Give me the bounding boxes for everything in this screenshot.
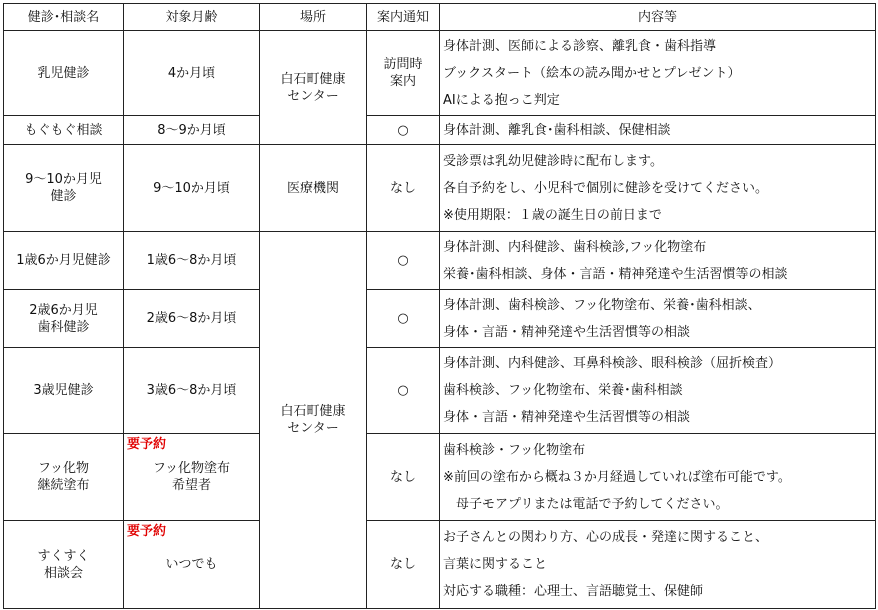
place-line: センター — [287, 421, 339, 436]
notice-line: ○ — [397, 122, 409, 138]
row-age — [124, 31, 260, 116]
notice-line: なし — [389, 557, 416, 572]
row-content — [440, 348, 876, 434]
age-line: 3歳6〜8か月頃 — [146, 383, 237, 398]
content-line: 言葉に関すること — [443, 557, 548, 572]
name-line: 9〜10か月児 — [25, 172, 102, 187]
row-content — [440, 521, 876, 609]
row-content — [440, 145, 876, 232]
name-line: 歯科健診 — [37, 319, 90, 335]
table-row — [4, 521, 876, 609]
name-line: すくすく — [37, 548, 90, 564]
notice-line: なし — [389, 469, 416, 485]
table-row — [4, 145, 876, 232]
row-place — [260, 232, 367, 609]
notice-line: なし — [389, 180, 416, 196]
age-line: フッ化物塗布 — [152, 461, 231, 476]
row-age — [124, 232, 260, 290]
row-place — [260, 31, 367, 145]
content-line: 身体計測、離乳食･歯科相談、保健相談 — [443, 122, 671, 138]
row-name — [4, 31, 124, 116]
table-row — [4, 434, 876, 521]
name-line: 1歳6か月児健診 — [16, 253, 111, 268]
row-notice — [367, 290, 440, 348]
reservation-required-badge: 要予約 — [127, 524, 167, 539]
place-line: 白石町健康 — [280, 71, 346, 87]
age-line: 8〜9か月頃 — [157, 122, 226, 138]
row-age — [124, 145, 260, 232]
content-line: 栄養･歯科相談、身体・言語・精神発達や生活習慣等の相談 — [443, 266, 788, 282]
content-line: 受診票は乳幼児健診時に配布します。 — [443, 153, 663, 169]
content-line: 身体・言語・精神発達や生活習慣等の相談 — [443, 324, 691, 340]
notice-line: 案内 — [389, 74, 416, 89]
notice-line: ○ — [397, 253, 409, 268]
content-line: 身体計測、歯科検診、フッ化物塗布、栄養･歯科相談、 — [443, 297, 761, 313]
row-content — [440, 31, 876, 116]
content-line: 身体計測、内科健診、耳鼻科検診、眼科検診（屈折検査） — [443, 356, 782, 371]
row-age — [124, 521, 260, 609]
notice-line: ○ — [397, 383, 409, 398]
content-line: ※前回の塗布から概ね３か月経過していれば塗布可能です。 — [443, 469, 791, 485]
age-line: 9〜10か月頃 — [153, 180, 230, 196]
row-name — [4, 348, 124, 434]
content-line: お子さんとの関わり方、心の成長・発達に関すること、 — [443, 530, 769, 545]
row-name — [4, 290, 124, 348]
content-line: 母子モアプリまたは電話で予約してください。 — [443, 496, 729, 512]
row-age — [124, 116, 260, 145]
row-notice — [367, 348, 440, 434]
reservation-required-badge: 要予約 — [127, 437, 167, 452]
row-notice — [367, 434, 440, 521]
name-line: 継続塗布 — [37, 478, 90, 493]
content-line: ※使用期限：１歳の誕生日の前日まで — [443, 207, 662, 223]
row-name — [4, 434, 124, 521]
row-notice — [367, 521, 440, 609]
content-line: 歯科検診・フッ化物塗布 — [443, 442, 586, 458]
place-line: 白石町健康 — [280, 404, 346, 419]
place-line: 医療機関 — [286, 180, 339, 196]
row-age — [124, 290, 260, 348]
row-notice — [367, 232, 440, 290]
place-line: センター — [287, 88, 339, 104]
name-line: 乳児健診 — [37, 65, 90, 81]
header-notice: 案内通知 — [367, 4, 440, 31]
row-age — [124, 348, 260, 434]
content-line: 身体計測、医師による診察、離乳食・歯科指導 — [443, 38, 717, 54]
row-notice — [367, 145, 440, 232]
row-content — [440, 290, 876, 348]
age-line: いつでも — [165, 557, 218, 572]
table-row — [4, 31, 876, 116]
row-name — [4, 232, 124, 290]
table-row — [4, 290, 876, 348]
notice-line: 訪問時 — [383, 57, 423, 72]
row-content — [440, 434, 876, 521]
row-name — [4, 521, 124, 609]
name-line: 2歳6か月児 — [29, 302, 98, 318]
row-notice — [367, 31, 440, 116]
name-line: もぐもぐ相談 — [24, 122, 103, 138]
name-line: 健診 — [50, 189, 77, 204]
age-line: 4か月頃 — [167, 65, 216, 81]
table-row — [4, 232, 876, 290]
age-line: 希望者 — [171, 478, 211, 493]
name-line: 3歳児健診 — [33, 383, 94, 398]
age-line: 2歳6〜8か月頃 — [146, 311, 237, 326]
content-line: AIによる抱っこ判定 — [443, 92, 560, 108]
table-row — [4, 348, 876, 434]
header-content: 内容等 — [440, 4, 876, 31]
content-line: 対応する職種：心理士、言語聴覚士、保健師 — [443, 584, 704, 599]
content-line: ブックスタート（絵本の読み聞かせとプレゼント） — [443, 65, 741, 81]
header-age: 対象月齢 — [124, 4, 260, 31]
row-age — [124, 434, 260, 521]
notice-line: ○ — [397, 311, 409, 326]
checkup-schedule-table — [3, 3, 876, 609]
content-line: 歯科検診、フッ化物塗布、栄養･歯科相談 — [443, 383, 683, 398]
row-name — [4, 116, 124, 145]
content-line: 身体・言語・精神発達や生活習慣等の相談 — [443, 410, 691, 425]
age-line: 1歳6〜8か月頃 — [146, 253, 237, 268]
header-row — [4, 4, 876, 31]
table-row — [4, 116, 876, 145]
header-name: 健診･相談名 — [4, 4, 124, 31]
row-place — [260, 145, 367, 232]
content-line: 身体計測、内科健診、歯科検診,フッ化物塗布 — [443, 239, 707, 255]
name-line: フッ化物 — [37, 461, 90, 476]
header-place: 場所 — [260, 4, 367, 31]
row-notice — [367, 116, 440, 145]
content-line: 各自予約をし、小児科で個別に健診を受けてください。 — [443, 180, 769, 196]
name-line: 相談会 — [43, 565, 83, 581]
row-content — [440, 232, 876, 290]
row-name — [4, 145, 124, 232]
row-content — [440, 116, 876, 145]
